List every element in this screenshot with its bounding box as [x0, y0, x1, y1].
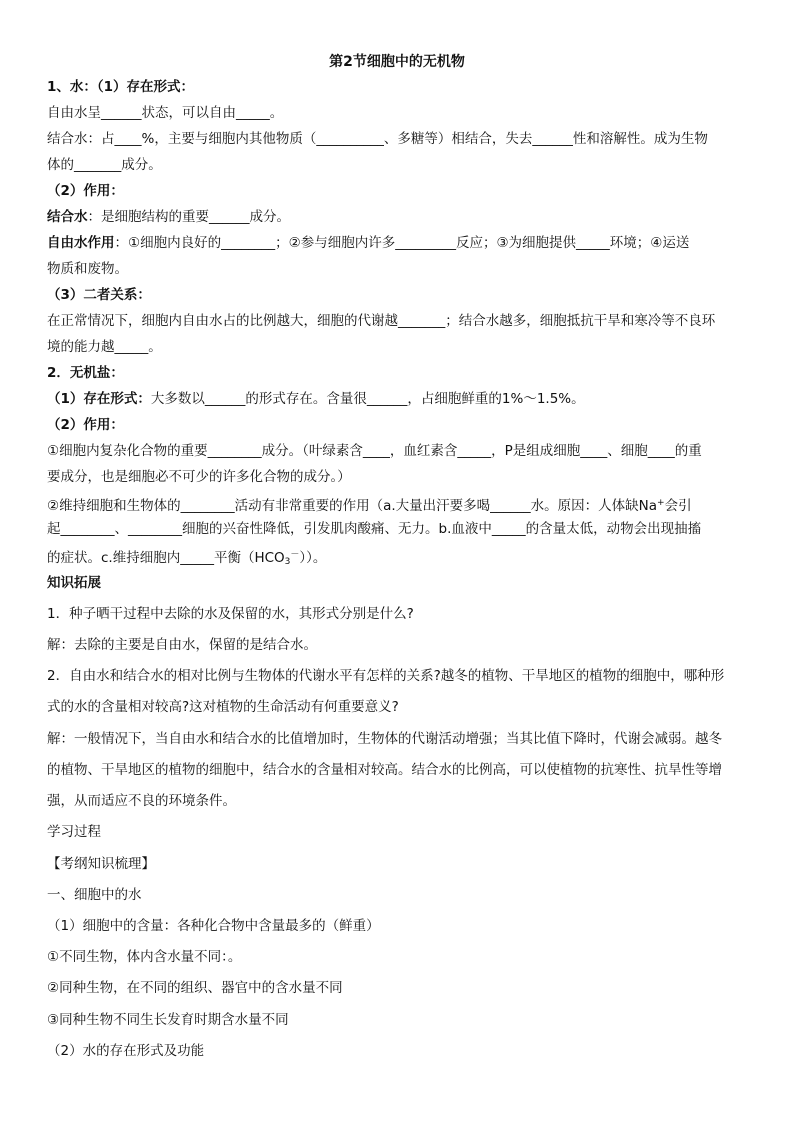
salt-form-text: 大多数以______的形式存在。含量很______，占细胞鲜重的1%～1.5%。	[150, 391, 585, 407]
salt-role-1-line-1: ①细胞内复杂化合物的重要________成分。（叶绿素含____，血红素含_____，P是组成细胞____、细胞____的重	[47, 443, 702, 459]
answer-1: 解：去除的主要是自由水，保留的是结合水。	[47, 637, 317, 653]
free-water-role-text: ：①细胞内良好的________；②参与细胞内许多_________反应；③为细胞提供_____环境；④运送	[114, 235, 690, 251]
salt-role-2-line-2: 起________、________细胞的兴奋性降低，引发肌肉酸痛、无力。b.血液中_____的含量太低，动物会出现抽搐	[47, 521, 702, 537]
salt-role-2-text-d: ））。	[299, 550, 327, 566]
question-2-line-1: 2．自由水和结合水的相对比例与生物体的代谢水平有怎样的关系?越冬的植物、干旱地区的植物的细胞中，哪种形	[47, 668, 725, 684]
salt-role-1-line-2: 要成分，也是细胞必不可少的许多化合物的成分。）	[47, 469, 351, 485]
question-2-line-2: 式的水的含量相对较高?这对植物的生命活动有何重要意义?	[47, 699, 399, 715]
free-water-role-2: 物质和废物。	[47, 261, 128, 277]
extension-heading: 知识拓展	[47, 575, 101, 591]
bound-water-role-label: 结合水	[47, 209, 88, 225]
bound-water-role	[47, 207, 747, 227]
list-item-1: ①不同生物，体内含水量不同：。	[47, 949, 242, 965]
salt-role-2-text-a: ②维持细胞和生物体的________活动有非常重要的作用（a.大量出汗要多喝______水。原因：人体缺Na	[47, 498, 658, 514]
bound-water-line-1: 结合水：占____%，主要与细胞内其他物质（__________、多糖等）相结合，失去______性和溶解性。成为生物	[47, 131, 708, 147]
free-water-role-label: 自由水作用	[47, 235, 115, 251]
bound-water-line-2: 体的_______成分。	[47, 157, 162, 173]
bound-water-role-text: ：是细胞结构的重要______成分。	[87, 209, 290, 225]
section-water-heading: 1、水：（1）存在形式：	[47, 79, 195, 95]
salt-role-2-text-b: 会引	[664, 498, 692, 514]
salt-form-label: （1）存在形式：	[47, 391, 151, 407]
salt-role-2-line-1	[47, 493, 747, 516]
salt-role-2-text-c: 的症状。c.维持细胞内_____平衡（HCO	[47, 550, 285, 566]
bicarbonate-charge: －	[290, 550, 300, 560]
list-item-3: ③同种生物不同生长发育时期含水量不同	[47, 1012, 289, 1028]
salt-form-line	[47, 389, 747, 409]
learning-process: 学习过程	[47, 824, 101, 840]
free-water-role-1	[47, 233, 747, 253]
part-1-heading: 一、细胞中的水	[47, 887, 142, 903]
relation-heading: （3）二者关系：	[47, 287, 151, 303]
salt-role-heading: （2）作用：	[47, 417, 124, 433]
question-1: 1．种子晒干过程中去除的水及保留的水，其形式分别是什么?	[47, 606, 414, 622]
relation-line-1: 在正常情况下，细胞内自由水占的比例越大，细胞的代谢越_______；结合水越多，细胞抵抗干旱和寒冷等不良环	[47, 313, 716, 329]
outline-heading: 【考纲知识梳理】	[47, 856, 155, 872]
water-form-line: （2）水的存在形式及功能	[47, 1043, 205, 1059]
water-role-heading: （2）作用：	[47, 183, 124, 199]
bicarbonate-subscript: 3	[284, 557, 291, 567]
answer-2-line-1: 解：一般情况下，当自由水和结合水的比值增加时，生物体的代谢活动增强；当其比值下降时，代谢会减弱。越冬	[47, 731, 722, 747]
free-water-line: 自由水呈______状态，可以自由_____。	[47, 105, 284, 121]
salt-role-2-line-3	[47, 545, 747, 572]
answer-2-line-3: 强，从而适应不良的环境条件。	[47, 793, 236, 809]
list-item-2: ②同种生物，在不同的组织、器官中的含水量不同	[47, 980, 343, 996]
relation-line-2: 境的能力越_____。	[47, 339, 162, 355]
section-salt-heading: 2．无机盐：	[47, 365, 124, 381]
page-title: 第2节细胞中的无机物	[329, 54, 465, 70]
answer-2-line-2: 的植物、干旱地区的植物的细胞中，结合水的含量相对较高。结合水的比例高，可以使植物的抗寒性、抗旱性等增	[47, 762, 722, 778]
sodium-charge: +	[657, 498, 665, 508]
water-content-line: （1）细胞中的含量：各种化合物中含量最多的（鲜重）	[47, 918, 380, 934]
